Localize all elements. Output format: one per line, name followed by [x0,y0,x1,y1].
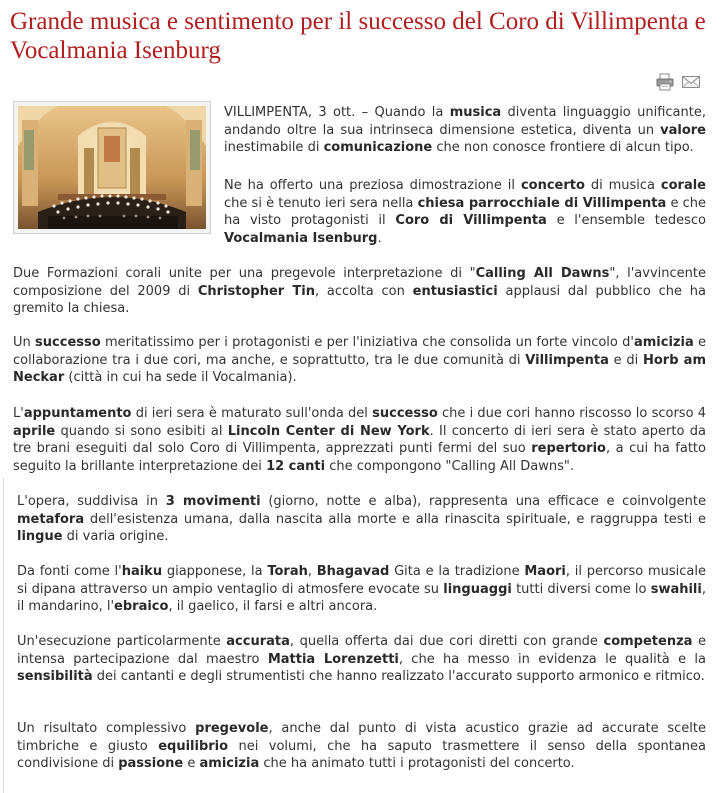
text-run: Ne ha offerto una preziosa dimostrazione il [224,178,521,193]
article-paragraph [224,104,706,157]
left-divider [3,478,4,793]
text-run: che ha animato tutti i protagonisti del concerto. [259,756,575,771]
text-run: (giorno, notte e alba), rappresenta una efficace e coinvolgente [260,494,706,509]
text-run: tutti diversi come lo [511,581,651,597]
bold-keyword: appuntamento [23,406,132,421]
bold-keyword: successo [35,335,101,350]
text-run: e che ha visto protagonisti il [224,195,706,228]
text-run: Da fonti come l' [17,564,122,579]
text-run: di varia origine. [62,529,169,544]
text-run: . [377,230,382,246]
text-run: che i due cori hanno riscosso lo scorso 4 [437,406,707,421]
bold-keyword: 12 canti [266,458,326,474]
bold-keyword: accurata [226,634,290,649]
bold-keyword: pregevole [195,721,269,736]
bold-keyword: comunicazione [323,140,433,155]
text-run: VILLIMPENTA, 3 ott. – Quando la [224,105,450,120]
text-run: , [307,564,317,579]
bold-keyword: equilibrio [158,738,229,754]
bold-keyword: Horb am Neckar [13,352,706,385]
text-run: , il mandarino, l' [17,581,706,614]
text-run: Un [13,335,36,350]
text-run: L' [13,406,24,421]
article-paragraph [13,405,706,475]
bold-keyword: swahili [650,581,702,597]
bold-keyword: ebraico [114,599,169,614]
bold-keyword: chiesa parrocchiale di Villimpenta [417,195,667,211]
bold-keyword: Coro di Villimpenta [395,213,547,228]
bold-keyword: valore [660,122,706,138]
text-run: e di [608,352,643,368]
bold-keyword: Torah [267,564,308,579]
bold-keyword: lingue [17,529,63,544]
text-run: di musica [584,178,661,193]
text-run: che si è tenuto ieri sera nella [224,195,418,211]
bold-keyword: Vocalmania Isenburg [224,230,378,246]
bold-keyword: linguaggi [443,581,512,597]
bold-keyword: Mattia Lorenzetti [267,651,399,667]
text-run: nei volumi, che ha saputo trasmettere il senso della spontanea condivisione di [17,738,706,771]
email-icon[interactable] [681,73,701,91]
text-run: , a cui ha fatto seguito la brillante interpretazione dei [13,441,706,474]
bold-keyword: concerto [520,178,585,193]
bold-keyword: Calling All Dawns [475,266,610,281]
bold-keyword: successo [372,406,438,421]
text-run: , che ha messo in evidenza le qualità e la [398,651,706,667]
text-run: dell'esistenza umana, dalla nascita alla morte e alla rinascita spirituale, e raggruppa testi e [84,511,706,527]
article-title: Grande musica e sentimento per il successo del Coro di Villimpenta e Vocalmania Isenburg [10,8,706,64]
text-run: e [183,756,200,771]
bold-keyword: aprile [13,423,56,439]
concert-photo [13,101,211,234]
bold-keyword: Bhagavad [316,564,390,579]
text-run: e l'ensemble tedesco [546,213,706,228]
text-run: di ieri sera è maturato sull'onda del [131,406,373,421]
bold-keyword: musica [449,105,502,120]
article-paragraph [13,265,706,318]
bold-keyword: Christopher Tin [197,283,315,299]
text-run: Un risultato complessivo [17,721,196,736]
text-run: dei cantanti e degli strumentisti che hanno realizzato l'accurato supporto armonico e ritmico. [92,669,705,684]
bold-keyword: passione [118,756,184,771]
print-icon[interactable] [655,73,675,91]
text-run: . Il concerto di ieri sera è stato aperto da tre brani eseguiti dal solo Coro di Villimpenta, apprezzati punti fermi del suo [13,423,706,456]
bold-keyword: amicizia [633,335,694,350]
bold-keyword: metafora [17,511,85,527]
bold-keyword: haiku [121,564,163,579]
bold-keyword: repertorio [531,441,606,456]
text-run: meritatissimo per i protagonisti e per l'iniziativa che consolida un forte vincolo d' [100,335,634,350]
text-run: , il percorso musicale si dipana attraverso un ampio ventaglio di atmosfere evocate su [17,564,706,597]
text-run: , accolta con [314,283,413,299]
text-run: quando si sono esibiti al [55,423,228,439]
bold-keyword: corale [660,178,706,193]
text-run: applausi dal pubblico che ha gremito la chiesa. [13,283,706,316]
article-paragraph [224,177,706,247]
bold-keyword: sensibilità [17,669,93,684]
choir-in-church-image [18,106,206,229]
text-run: (città in cui ha sede il Vocalmania). [64,370,297,385]
article-paragraph [17,633,706,686]
text-run: , quella offerta dai due cori diretti con grande [289,634,604,649]
text-run: Due Formazioni corali unite per una pregevole interpretazione di " [13,266,476,281]
text-run: e intensa partecipazione dal maestro [17,634,706,667]
text-run: giapponese, la [162,564,268,579]
article-paragraph [17,493,706,546]
article-paragraph [13,334,706,387]
bold-keyword: amicizia [199,756,260,771]
text-run: che non conosce frontiere di alcun tipo. [432,140,694,155]
text-run: diventa linguaggio unificante, andando oltre la sua intrinseca dimensione estetica, diventa un [224,105,706,138]
text-run: inestimabile di [224,140,324,155]
text-run: Gita e la tradizione [389,564,525,579]
article-paragraph [17,720,706,773]
article-paragraph [17,563,706,616]
text-run: , anche dal punto di vista acustico grazie ad accurate scelte timbriche e giusto [17,721,706,754]
bold-keyword: 3 movimenti [165,494,261,509]
text-run: , il gaelico, il farsi e altri ancora. [168,599,378,614]
bold-keyword: Villimpenta [525,352,609,368]
bold-keyword: entusiastici [412,283,498,299]
text-run: ", l'avvincente composizione del 2009 di [13,266,706,299]
bold-keyword: Maori [524,564,566,579]
text-run: e collaborazione tra i due cori, ma anche, e soprattutto, tra le due comunità di [13,335,706,368]
text-run: Un'esecuzione particolarmente [17,634,227,649]
bold-keyword: Lincoln Center di New York [227,423,430,439]
text-run: L'opera, suddivisa in [17,494,166,509]
bold-keyword: competenza [603,634,693,649]
text-run: che compongono "Calling All Dawns". [325,458,574,474]
